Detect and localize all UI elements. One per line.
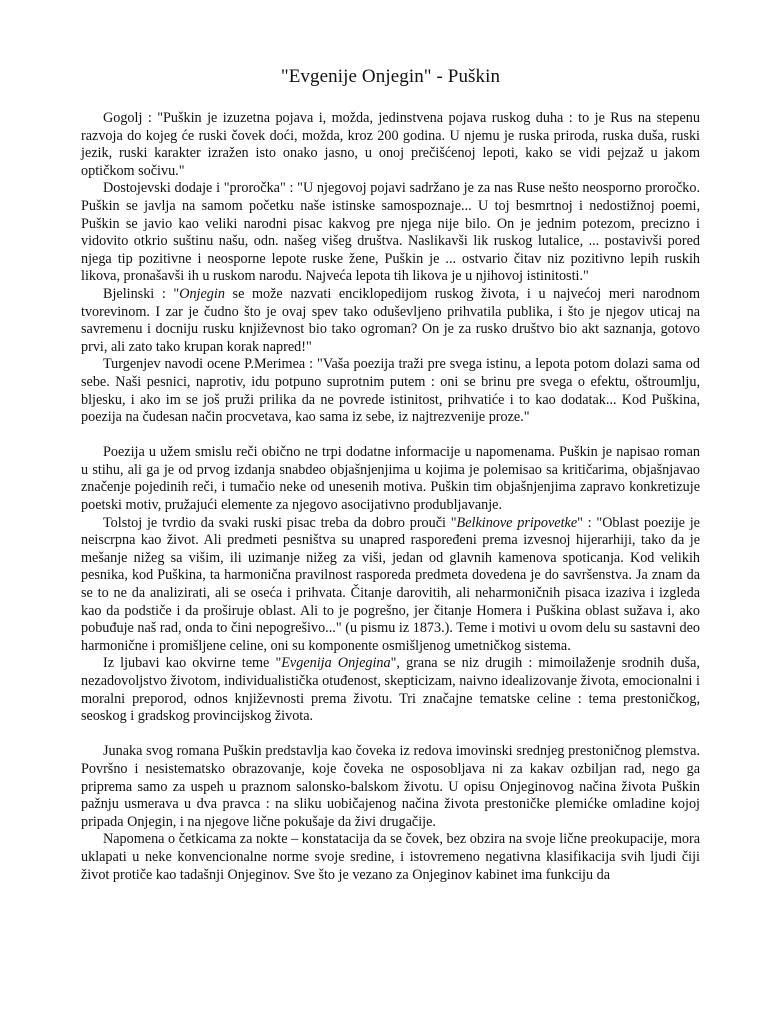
paragraph-text: " : "Oblast poezije je neiscrpna kao život. Ali predmeti pesništva su unapred raspoređeni prema izvesnoj hijerarhiji, tako da je mešanje nižeg sa višim, ili uzimanje nižeg za viši, jedan od glavnih kamenova spoticanja. Kod velikih pesnika, kod Puškina, ta harmonična pravilnost rasporeda predmeta dovedena je do savršenstva. Ja znam da se to ne da analizirati, ali se oseća i prihvata. Čitanje darovitih, ali neharmoničnih pisaca izaziva i izgleda kao da podstiče i da proširuje oblast. Ali to je pogrešno, jer čitanje Homera i Puškina oblast sužava i, ako pobuđuje naš rad, onda to čini nepogrešivo..." (u pismu iz 1873.). Teme i motivi u ovom delu su sastavni deo harmonične i promišljene celine, oni su komponente osmišljenog umetničkog sistema. (81, 514, 700, 654)
paragraph-text: Junaka svog romana Puškin predstavlja kao čoveka iz redova imovinski srednjeg prestoničnog plemstva. Površno i nesistematsko obrazovanje, koje čoveka ne osposobljava ni za kakav ozbiljan rad, nego ga priprema samo za uspeh u praznom salonsko-balskom životu. U opisu Onjeginovog načina života Puškin pažnju usmerava u dva pravca : na sliku uobičajenog načina života prestoničke plemićke omladine kojoj pripada Onjegin, i na njegove lične pokušaje da živi drugačije. (81, 743, 700, 830)
paragraph-text: Dostojevski dodaje i "proročka" : "U njegovoj pojavi sadržano je za nas Ruse nešto neosporno proročko. Puškin se javlja na samom početku naše istinske samospoznaje... U toj besmrtnoj i nedostižnoj poemi, Puškin se javio kao veliki narodni pisac kakvog pre njega nije bilo. On je jednim potezom, precizno i vidovito otkrio suštinu našu, odn. našeg višeg društva. Naslikavši lik ruskog lutalice, ... postavivši pored njega tip pozitivne i neosporne lepote ruske žene, Puškin je ... ostvario čitav niz pozitivno lepih ruskih likova, pronašavši ih u ruskom narodu. Najveća lepota tih likova je u njihovoj istinitosti." (81, 180, 700, 285)
paragraph-text: se može nazvati enciklopedijom ruskog života, i u najvećoj meri narodnom tvorevinom. I zar je čudno što je ovaj spev tako oduševljeno prihvatila publika, i što je njegov uticaj na savremenu i docniju rusku književnost bio tako ogroman? On je za rusko društvo bio akt saznanja, gotovo prvi, ali zato tako krupan korak napred!" (81, 285, 700, 355)
italic-title-text: Evgenija Onjegina (281, 655, 391, 672)
paragraph-text: Poezija u užem smislu reči obično ne trpi dodatne informacije u napomenama. Puškin je napisao roman u stihu, ali ga je od prvog izdanja snabdeo objašnjenjima u kojima je polemisao sa kritičarima, objašnjavao značenje pojedinih reči, i tumačio neke od unesenih motiva. Puškin tim objašnjenjima zapravo konkretizuje poetski motiv, pružajući elemente za njegovo asocijativno produbljavanje. (81, 444, 700, 514)
document-body (81, 110, 700, 884)
paragraph-text: Gogolj : "Puškin je izuzetna pojava i, možda, jedinstvena pojava ruskog duha : to je Rus na stepenu razvoja do kojeg će ruski čovek doći, možda, kroz 200 godina. U njemu je ruska priroda, ruska duša, ruski jezik, ruski karakter izražen isto onako jasno, u onoj prečišćenoj lepoti, kako se vidi pejzaž u jakom optičkom sočivu." (81, 110, 700, 179)
italic-title-text: Belkinove pripovetke (456, 514, 578, 531)
italic-title-text: Onjegin (179, 285, 225, 302)
paragraph (81, 356, 700, 426)
paragraph (81, 110, 700, 180)
paragraph (81, 180, 700, 286)
paragraph-text: Bjelinski : " (103, 285, 180, 302)
document-title: "Evgenije Onjegin" - Puškin (280, 66, 501, 87)
paragraph (81, 831, 700, 884)
paragraph (81, 743, 700, 831)
paragraph (81, 515, 700, 656)
paragraph (81, 444, 700, 514)
paragraph-text: Turgenjev navodi ocene P.Merimea : "Vaša poezija traži pre svega istinu, a lepota potom dolazi sama od sebe. Naši pesnici, naprotiv, idu potpuno suprotnim putem : oni se brinu pre svega o efektu, oštroumlju, bljesku, i ako im se još pruži prilika da ne povrede istinitost, prihvatiće i to kao dodatak... Kod Puškina, poezija na čudesan način procvetava, kao sama iz sebe, iz najtrezvenije proze." (81, 356, 700, 426)
paragraph-text: ", grana se niz drugih : mimoilaženje srodnih duša, nezadovoljstvo životom, individualistička otuđenost, skepticizam, naivno idealizovanje života, emocionalni i moralni preporod, odnos književnosti prema životu. Tri značajne tematske celine : tema prestoničkog, seoskog i gradskog provincijskog života. (81, 655, 700, 725)
paragraph-text: Napomena o četkicama za nokte – konstatacija da se čovek, bez obzira na svoje lične preokupacije, mora uklapati u neke konvencionalne norme svoje sredine, i istovremeno negativna klasifikacija svih ljudi čiji život protiče kao tadašnji Onjeginov. Sve što je vezano za Onjeginov kabinet ima funkciju da (81, 831, 700, 883)
paragraph-text: Tolstoj je tvrdio da svaki ruski pisac treba da dobro prouči " (103, 514, 457, 531)
paragraph (81, 655, 700, 725)
paragraph (81, 286, 700, 356)
paragraph-text: Iz ljubavi kao okvirne teme " (103, 655, 282, 672)
